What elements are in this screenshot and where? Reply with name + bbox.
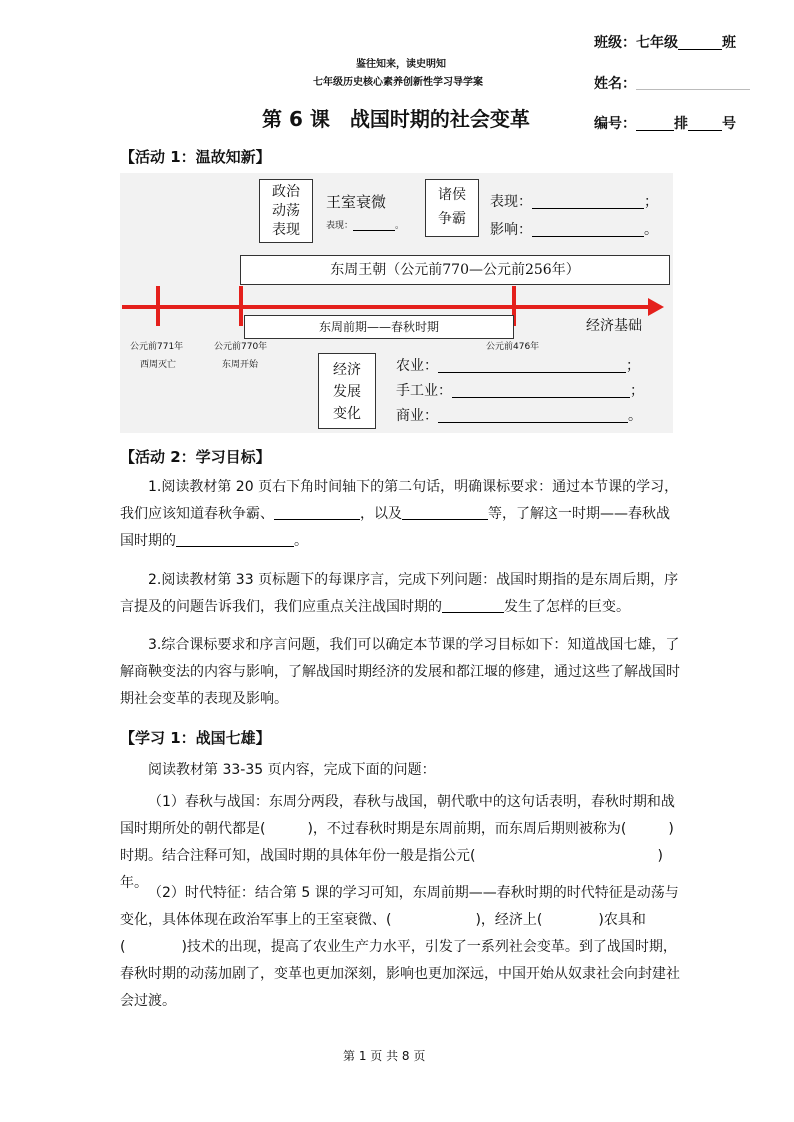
lords-impact-label: 影响： [490, 222, 532, 238]
class-blank[interactable] [678, 49, 722, 50]
t1-event: 西周灭亡 [140, 360, 177, 370]
study1-q1-b: 时期。结合注释可知，战国时期的具体年份一般是指公元( )年。 [120, 848, 663, 891]
craft-end: ； [630, 383, 644, 399]
timeline-axis [122, 305, 650, 309]
politics-box: 政治 动荡 表现 [259, 179, 313, 243]
page-number: 第 1 页 共 8 页 [343, 1049, 426, 1063]
timeline-arrow [648, 298, 664, 316]
commerce-line [396, 405, 642, 425]
lords-box: 诸侯 争霸 [425, 179, 479, 237]
name-blank[interactable] [636, 89, 750, 90]
goal-1-part-d: 。 [294, 533, 308, 549]
royal-dot: 。 [395, 221, 405, 231]
t3-year: 公元前476年 [486, 342, 540, 352]
goal-2-blank[interactable] [442, 598, 504, 613]
goal-2-part-b: 发生了怎样的巨变。 [504, 599, 630, 615]
subtitle: 七年级历史核心素养创新性学习导学案 [313, 77, 483, 88]
craft-label: 手工业： [396, 383, 452, 399]
class-label-text: 班级：七年级 [594, 35, 678, 51]
study1-q2 [120, 880, 680, 1015]
econ-box: 经济 发展 变化 [318, 353, 376, 429]
goal-1-part-b: ，以及 [360, 506, 402, 522]
lords-expr-end: ； [644, 194, 658, 210]
agri-blank[interactable] [438, 372, 626, 373]
lords-impact [490, 219, 658, 239]
t1-year: 公元前771年 [130, 342, 184, 352]
goal-1-blank-b[interactable] [402, 505, 488, 520]
agri-end: ； [626, 358, 640, 374]
activity1-heading: 【活动 1：温故知新】 [120, 148, 271, 166]
craft-line [396, 380, 644, 400]
study1-heading: 【学习 1：战国七雄】 [120, 729, 271, 747]
study1-q1-a: （1）春秋与战国：东周分两段，春秋与战国，朝代歌中的这句话表明，春秋时期和战国时期所处的朝代都是( )，不过春秋时期是东周前期，而东周后期则被称为( ) [120, 794, 675, 837]
name-label [594, 73, 636, 93]
class-label [594, 32, 736, 52]
goal-2-part-a: 2.阅读教材第 33 页标题下的每课序言，完成下列问题：战国时期指的是东周后期，序言提及的问题告诉我们，我们应重点关注战国时期的 [120, 572, 679, 615]
motto: 鉴往知来，读史明知 [356, 59, 446, 70]
royal-decline: 王室衰微 [326, 193, 387, 211]
royal-expr-blank[interactable] [353, 230, 395, 231]
timeline-diagram [120, 173, 673, 433]
dynasty-box: 东周王朝（公元前770—公元前256年） [240, 255, 670, 285]
economy-label: 经济基础 [586, 318, 642, 334]
row-blank[interactable] [636, 130, 674, 131]
activity2-heading: 【活动 2：学习目标】 [120, 448, 271, 466]
period-box: 东周前期——春秋时期 [244, 315, 514, 339]
tick-770 [239, 286, 243, 326]
goal-1-part-c: 等，了解这一时期——春秋战国时期的 [120, 506, 670, 549]
lords-expr-blank[interactable] [532, 208, 644, 209]
study1-intro: 阅读教材第 33-35 页内容，完成下面的问题： [148, 762, 436, 778]
seat-blank[interactable] [688, 130, 722, 131]
agri-label: 农业： [396, 358, 438, 374]
goal-1-blank-c[interactable] [176, 532, 294, 547]
t2-event: 东周开始 [222, 360, 259, 370]
craft-blank[interactable] [452, 397, 630, 398]
name-label-text: 姓名： [594, 76, 636, 92]
tick-771 [156, 286, 160, 326]
lords-expr-label: 表现： [490, 194, 532, 210]
goal-1-blank-a[interactable] [274, 505, 360, 520]
t2-year: 公元前770年 [214, 342, 268, 352]
goal-1-part-a: 1.阅读教材第 20 页右下角时间轴下的第二句话，明确课标要求：通过本节课的学习，我们应该知道春秋争霸、 [120, 479, 679, 522]
agri-line [396, 355, 640, 375]
lords-impact-end: 。 [644, 222, 658, 238]
page-title: 第 6 课 战国时期的社会变革 [262, 107, 530, 131]
number-label-text: 编号： [594, 116, 636, 132]
royal-expr [326, 218, 404, 231]
goal-3: 3.综合课标要求和序言问题，我们可以确定本节课的学习目标如下：知道战国七雄，了解商鞅变法的内容与影响，了解战国时期经济的发展和都江堰的修建，通过这些了解战国时期社会变革的表现及影响。 [120, 637, 680, 707]
lords-impact-blank[interactable] [532, 236, 644, 237]
lords-expr [490, 191, 658, 211]
class-suffix: 班 [722, 35, 736, 51]
royal-expr-label: 表现： [326, 221, 354, 231]
number-label [594, 113, 736, 133]
hao-text: 号 [722, 116, 736, 132]
goal-2 [120, 567, 680, 621]
pai-text: 排 [674, 116, 688, 132]
study1-q2-b: ( )技术的出现，提高了农业生产力水平，引发了一系列社会变革。到了战国时期，春秋时期的动荡加剧了，变革也更加深刻，影响也更加深远，中国开始从奴隶社会向封建社会过渡。 [120, 939, 680, 1009]
commerce-label: 商业： [396, 408, 438, 424]
goal-1 [120, 474, 680, 555]
commerce-end: 。 [628, 408, 642, 424]
commerce-blank[interactable] [438, 422, 628, 423]
study1-q2-a: （2）时代特征：结合第 5 课的学习可知，东周前期——春秋时期的时代特征是动荡与变化，具体体现在政治军事上的王室衰微、( )，经济上( )农具和 [120, 885, 679, 928]
